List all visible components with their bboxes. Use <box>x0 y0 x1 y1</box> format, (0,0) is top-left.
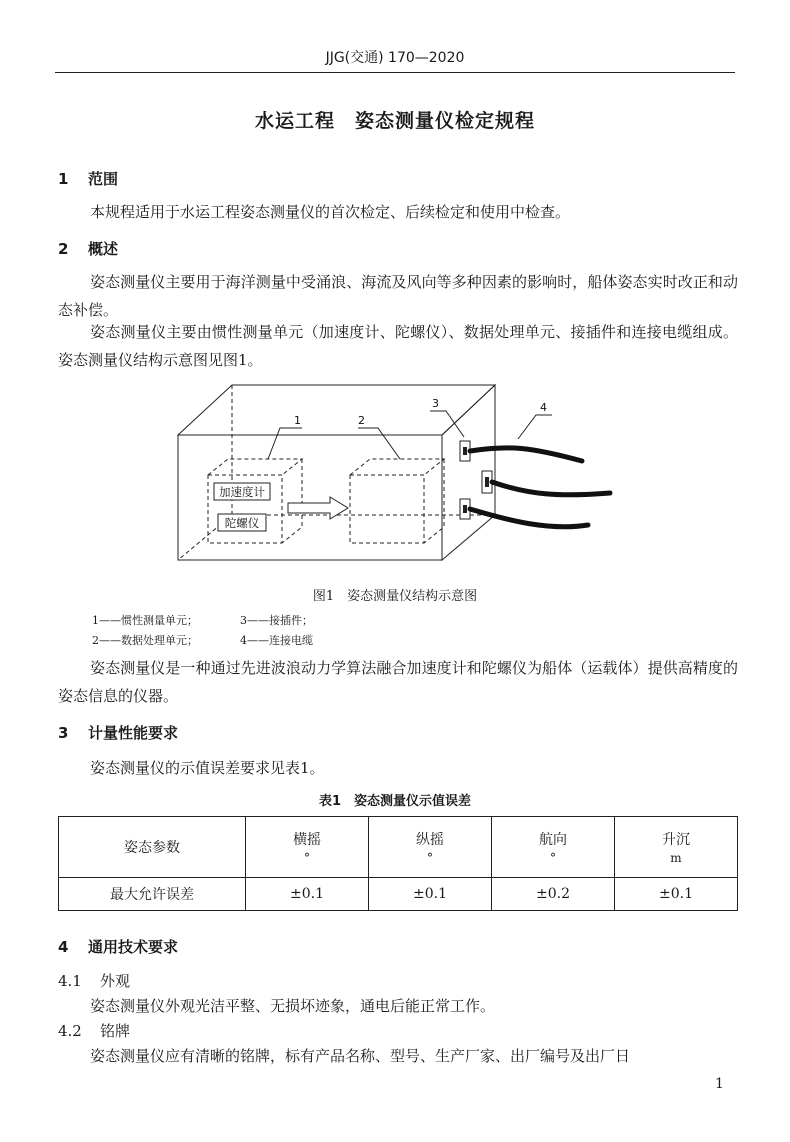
subsection-4-2-heading <box>58 1020 130 1041</box>
error-table <box>58 816 738 911</box>
structure-diagram <box>170 375 620 580</box>
section-3-heading <box>58 722 178 743</box>
subsection-title: 铭牌 <box>100 1022 131 1040</box>
section-number: 3 <box>58 724 69 742</box>
section-1-paragraph: 本规程适用于水运工程姿态测量仪的首次检定、后续检定和使用中检查。 <box>90 203 571 221</box>
subsection-number: 4.1 <box>58 972 82 990</box>
subsection-4-1-paragraph: 姿态测量仪外观光洁平整、无损坏迹象，通电后能正常工作。 <box>90 997 496 1015</box>
leader-3 <box>430 411 464 437</box>
header-cell: 纵摇 ° <box>369 817 492 878</box>
header-cell: 航向 ° <box>492 817 615 878</box>
subsection-number: 4.2 <box>58 1022 82 1040</box>
figure-caption: 图1 姿态测量仪结构示意图 <box>312 589 478 604</box>
gyroscope-label-box <box>218 514 266 531</box>
table-title: 表1 姿态测量仪示值误差 <box>318 794 472 809</box>
connector-pin <box>463 505 467 513</box>
section-number: 2 <box>58 240 69 258</box>
callout-3: 3 <box>432 397 439 410</box>
legend-item: 3——接插件； <box>240 614 313 627</box>
page-header: JJG(交通) 170—2020 <box>325 50 465 66</box>
table-header-row <box>59 817 738 878</box>
table-cell: ±0.2 <box>492 878 615 911</box>
section-3-paragraph: 姿态测量仪的示值误差要求见表1。 <box>90 759 325 777</box>
table-cell: ±0.1 <box>246 878 369 911</box>
section-2-paragraph-3: 姿态测量仪是一种通过先进波浪动力学算法融合加速度计和陀螺仪为船体（运载体）提供高精度的姿态信息的仪器。 <box>58 659 738 705</box>
section-title: 概述 <box>88 240 119 258</box>
unit-label: ° <box>427 851 433 865</box>
arrow-icon <box>288 497 348 519</box>
legend-item: 2——数据处理单元； <box>92 634 198 647</box>
table-cell: 最大允许误差 <box>59 878 246 911</box>
leader-4 <box>518 415 552 439</box>
section-2-paragraph-2: 姿态测量仪主要由惯性测量单元（加速度计、陀螺仪）、数据处理单元、接插件和连接电缆组成。姿态测量仪结构示意图见图1。 <box>58 323 738 369</box>
accelerometer-label: 加速度计 <box>219 485 265 499</box>
section-1-heading <box>58 168 118 189</box>
table-cell: ±0.1 <box>615 878 738 911</box>
gyroscope-label: 陀螺仪 <box>224 516 260 530</box>
accelerometer-label-box <box>214 483 270 500</box>
legend-item: 4——连接电缆 <box>240 634 313 647</box>
section-title: 计量性能要求 <box>88 724 179 742</box>
processing-unit-cube <box>350 459 444 543</box>
subsection-title: 外观 <box>100 972 131 990</box>
subsection-4-1-heading <box>58 970 130 991</box>
legend-item: 1——惯性测量单元； <box>92 614 198 627</box>
unit-label: ° <box>550 851 556 865</box>
header-cell: 升沉 m <box>615 817 738 878</box>
callout-2: 2 <box>358 414 365 427</box>
header-cell: 横摇 ° <box>246 817 369 878</box>
section-title: 范围 <box>88 170 119 188</box>
header-rule <box>55 72 735 73</box>
box-top-face <box>178 385 495 435</box>
section-4-heading <box>58 936 178 957</box>
section-title: 通用技术要求 <box>88 938 179 956</box>
connector-pin <box>463 447 467 455</box>
callout-4: 4 <box>540 401 547 414</box>
leader-2 <box>358 428 400 459</box>
unit-label: ° <box>304 851 310 865</box>
callout-1: 1 <box>294 414 301 427</box>
page-number: 1 <box>715 1076 724 1092</box>
table-cell: ±0.1 <box>369 878 492 911</box>
section-2-paragraph-1: 姿态测量仪主要用于海洋测量中受涌浪、海流及风向等多种因素的影响时，船体姿态实时改正和动态补偿。 <box>58 273 738 319</box>
table-row <box>59 878 738 911</box>
connector-pin <box>485 477 489 487</box>
subsection-4-2-paragraph: 姿态测量仪应有清晰的铭牌，标有产品名称、型号、生产厂家、出厂编号及出厂日 <box>90 1047 631 1065</box>
section-number: 1 <box>58 170 69 188</box>
section-2-heading <box>58 238 118 259</box>
leader-1 <box>268 428 302 459</box>
page-title: 水运工程 姿态测量仪检定规程 <box>254 110 535 132</box>
unit-label: m <box>670 851 682 865</box>
section-number: 4 <box>58 938 69 956</box>
header-cell: 姿态参数 <box>59 817 246 878</box>
